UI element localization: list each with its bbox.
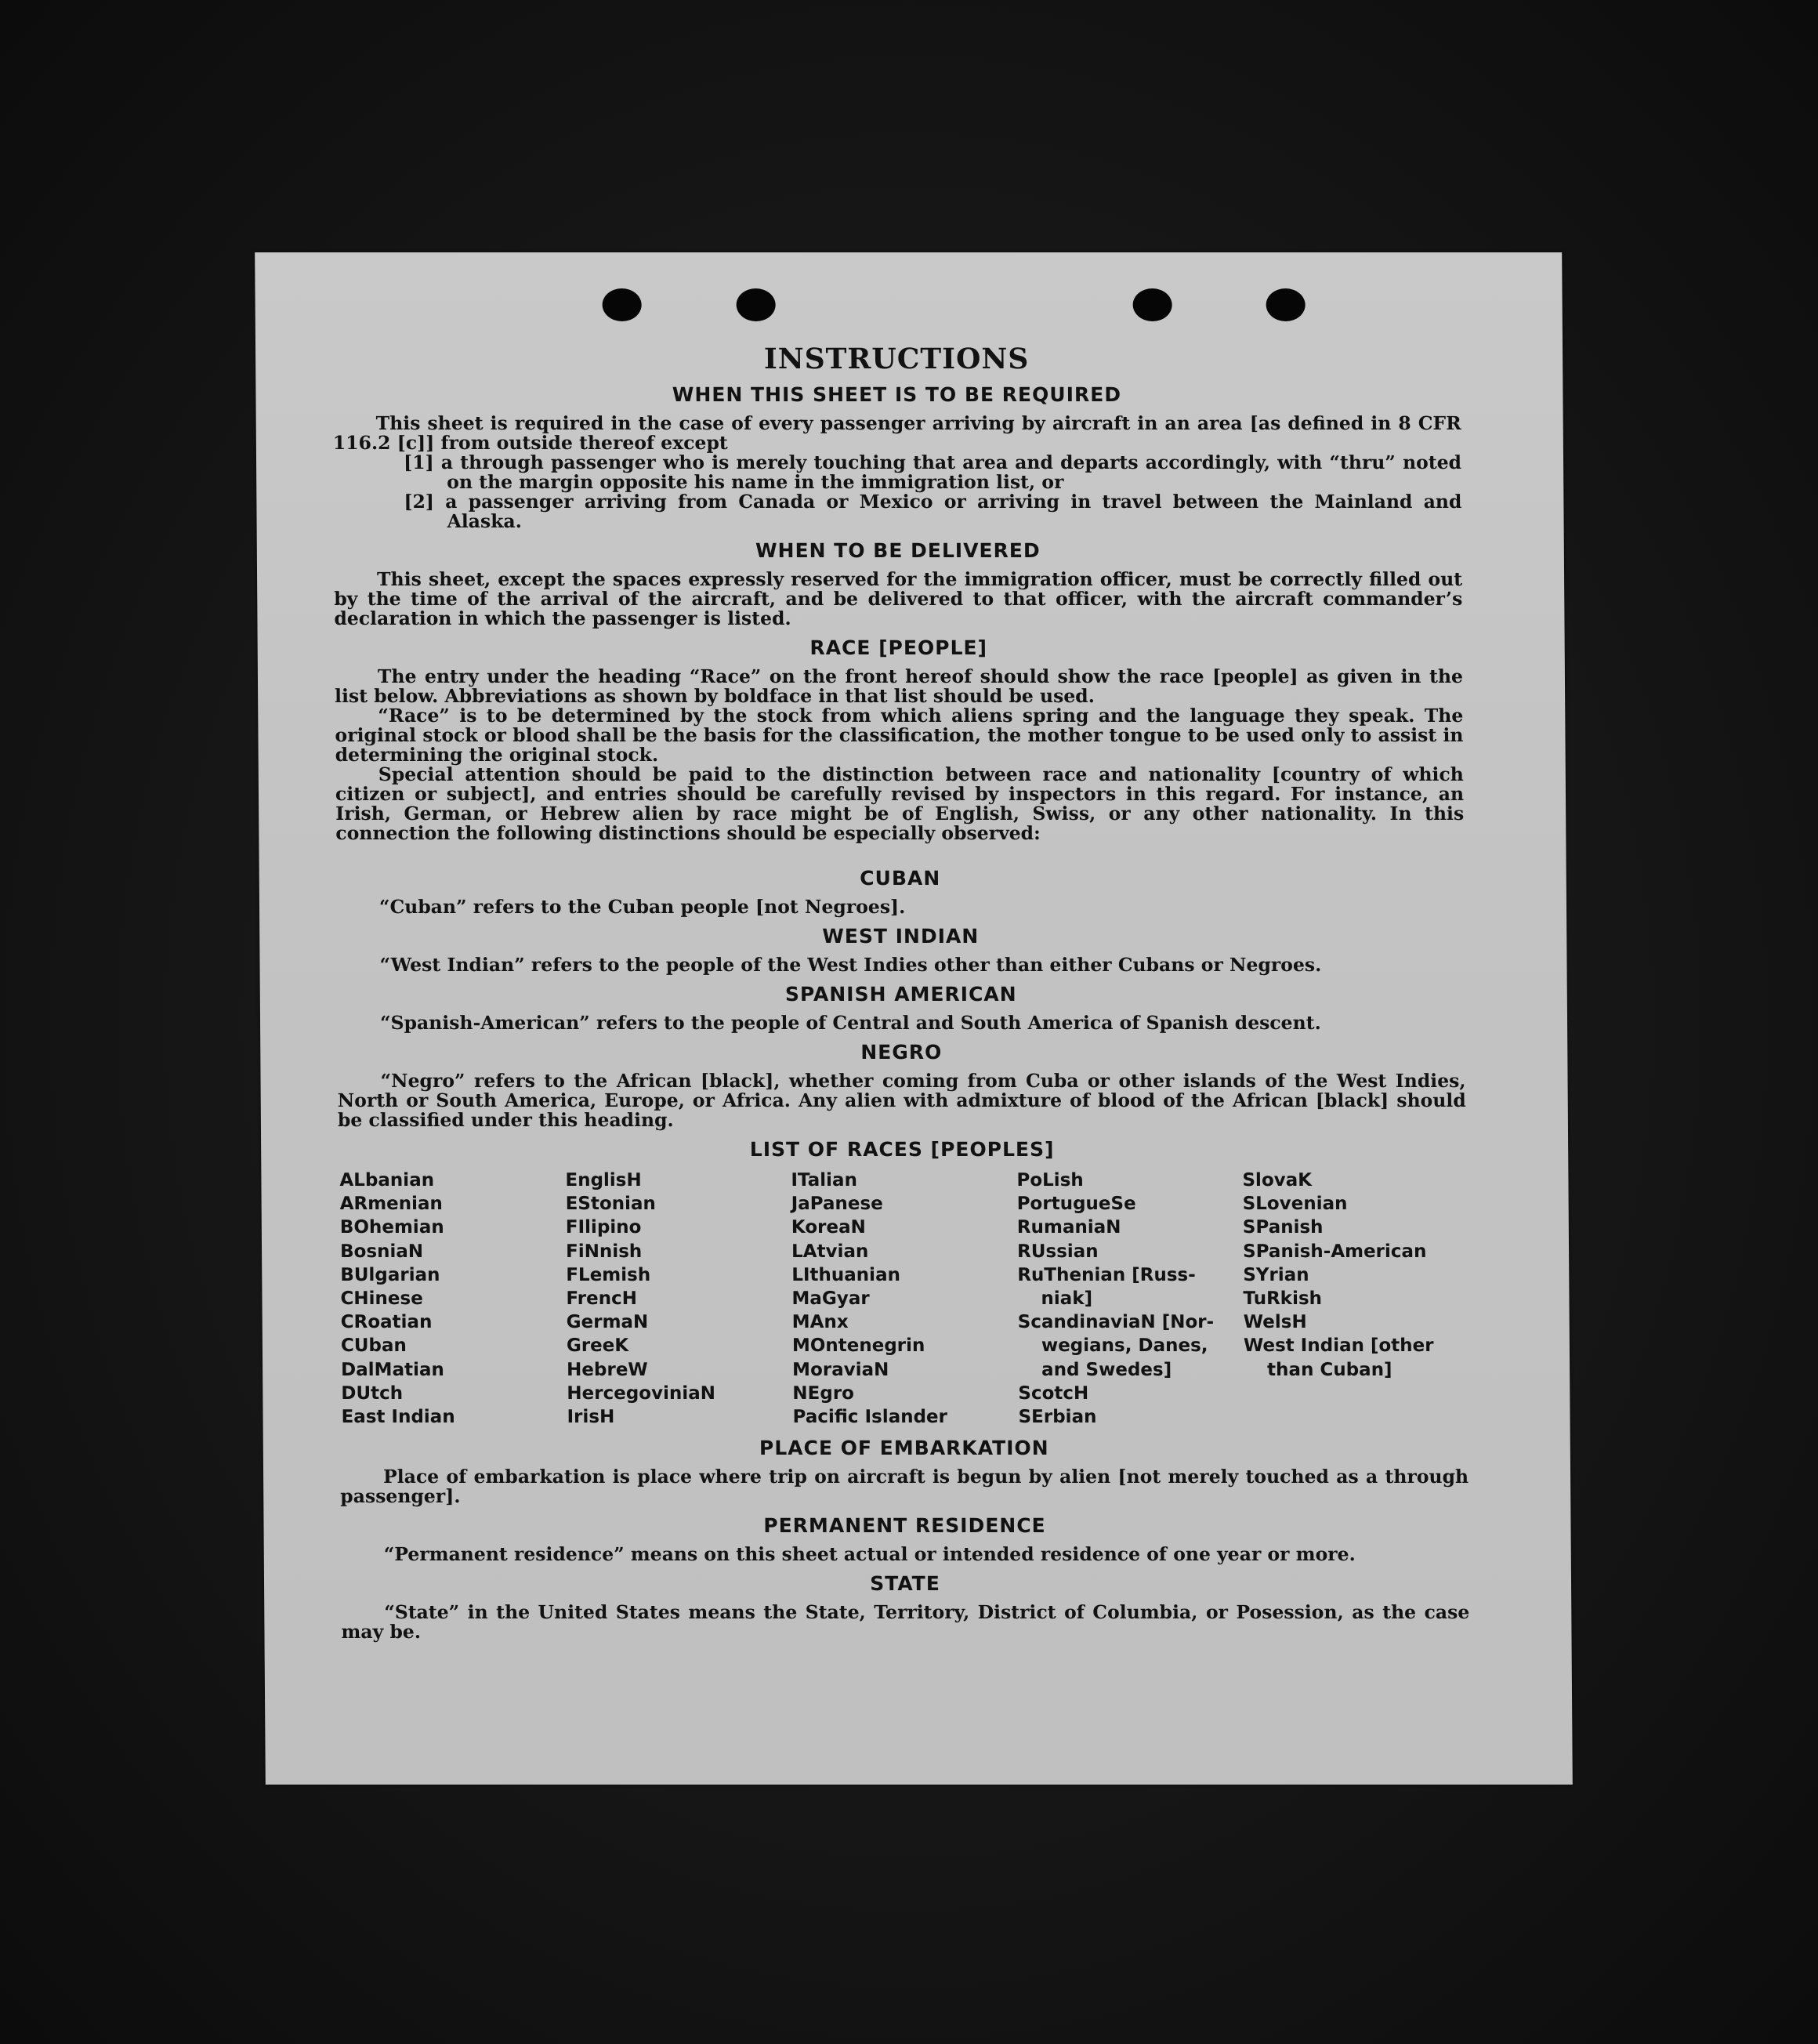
race-paragraph-3: Special attention should be paid to the distinction between race and nationality [country of which citizen or subject], and entries should be carefully revised by inspectors in this regard. For instance, an Irish, German, or Hebrew alien by race might be of English, Swiss, or any other nationality. In this connection the following distinctions should be especially observed: [335,763,1465,844]
race-item: EStonian [565,1194,656,1215]
punch-hole [1266,288,1305,321]
punch-hole [1132,288,1172,321]
required-intro: This sheet is required in the case of every passenger arriving by aircraft in an area [as defined in 8 CFR 116.2 [c]] from outside thereof except [332,412,1461,454]
race-item: FiNnish [565,1241,643,1262]
required-item-2: [2] a passenger arriving from Canada or Mexico or arriving in travel between the Mainland and Alaska. [404,491,1462,532]
race-item-continued: niak] [1041,1288,1093,1310]
heading-state: STATE [870,1572,940,1596]
race-item: ALbanian [339,1170,435,1191]
race-item: ARmenian [339,1194,443,1215]
races-column-2 [565,1169,792,1429]
heading-cuban: CUBAN [860,867,941,890]
race-item: MoraviaN [792,1359,889,1380]
heading-west-indian: WEST INDIAN [822,925,980,948]
race-item: GreeK [566,1335,629,1357]
heading-required: WHEN THIS SHEET IS TO BE REQUIRED [672,383,1122,406]
race-item: FrencH [566,1288,638,1310]
race-item: MAnx [791,1312,849,1333]
race-item: DUtch [341,1383,404,1404]
heading-spanish-american: SPANISH AMERICAN [784,983,1017,1006]
heading-permanent-residence: PERMANENT RESIDENCE [763,1514,1046,1538]
races-column-5 [1242,1169,1469,1429]
race-item: EnglisH [565,1170,642,1191]
heading-race: RACE [PEOPLE] [809,636,988,659]
race-item: West Indian [other [1243,1335,1434,1357]
heading-negro: NEGRO [860,1041,943,1064]
delivered-text: This sheet, except the spaces expressly reserved for the immigration officer, must be correctly filled out by the time of the arrival of the aircraft, and be delivered to that officer, with the aircraft commander’s declaration in which the passenger is listed. [334,568,1463,629]
page-title: INSTRUCTIONS [763,342,1030,375]
race-item: NEgro [792,1383,855,1404]
race-item: FIlipino [565,1217,642,1238]
race-item: GermaN [566,1312,649,1333]
race-item: PortugueSe [1016,1194,1136,1215]
race-item: SYrian [1243,1264,1309,1285]
heading-embarkation: PLACE OF EMBARKATION [759,1437,1049,1460]
race-item: BosniaN [339,1241,424,1262]
negro-text: “Negro” refers to the African [black], whether coming from Cuba or other islands of the West Indies, North or South America, Europe, or Africa. Any alien with admixture of blood of the African [black] should be classified under this heading. [337,1070,1466,1131]
race-item: WelsH [1243,1312,1307,1333]
race-item: MaGyar [791,1288,870,1310]
race-item: FLemish [566,1264,651,1285]
race-item: RumaniaN [1016,1217,1121,1238]
race-item: LIthuanian [791,1264,901,1285]
race-item: ITalian [791,1170,858,1191]
race-item: TuRkish [1243,1288,1323,1310]
race-item: SlovaK [1242,1170,1313,1191]
document-sheet [255,252,1573,1785]
races-list [339,1169,1468,1429]
instructions-content [332,342,1470,1642]
race-item: LAtvian [791,1241,869,1262]
races-column-1 [339,1169,567,1429]
race-item: CHinese [340,1288,423,1310]
punch-hole [736,288,775,321]
race-paragraph-1: The entry under the heading “Race” on the front hereof should show the race [people] as given in the list below. Abbreviations as shown by boldface in that list should be used. [335,665,1464,707]
race-item: KoreaN [791,1217,866,1238]
state-text: “State” in the United States means the State, Territory, District of Columbia, or Posession, as the case may be. [341,1601,1470,1644]
race-item: CUban [340,1335,407,1357]
races-column-3 [791,1169,1018,1429]
race-item: RUssian [1016,1241,1099,1262]
race-item-continued: and Swedes] [1041,1359,1172,1380]
race-item: CRoatian [340,1312,433,1333]
race-item: ScandinaviaN [Nor- [1017,1312,1215,1333]
race-item: SErbian [1018,1407,1097,1428]
races-column-4 [1016,1169,1244,1429]
race-item: Pacific Islander [792,1407,948,1428]
race-item: HercegoviniaN [567,1383,716,1404]
required-item-1: [1] a through passenger who is merely touching that area and departs accordingly, with “thru” noted on the margin opposite his name in the immigration list, or [403,451,1462,493]
race-item: BUlgarian [340,1264,440,1285]
race-item: HebreW [567,1359,648,1380]
embarkation-text: Place of embarkation is place where trip on aircraft is begun by alien [not merely touched as a through passenger]. [340,1466,1469,1508]
race-item: SLovenian [1242,1194,1348,1215]
race-item: BOhemian [339,1217,444,1238]
race-item: MOntenegrin [791,1335,925,1357]
heading-list-of-races: LIST OF RACES [PEOPLES] [749,1138,1055,1161]
race-paragraph-2: “Race” is to be determined by the stock from which aliens spring and the language they speak. The original stock or blood shall be the basis for the classification, the mother tongue to be used only to assist in determining the original stock. [335,705,1464,766]
race-item-continued: wegians, Danes, [1041,1335,1208,1357]
race-item: SPanish [1242,1217,1324,1238]
race-item-continued: than Cuban] [1267,1359,1392,1380]
race-item: East Indian [341,1407,455,1428]
permanent-residence-text: “Permanent residence” means on this sheet actual or intended residence of one year or more. [383,1543,1356,1566]
west-indian-text: “West Indian” refers to the people of the West Indies other than either Cubans or Negroes. [379,954,1322,976]
race-item: JaPanese [791,1194,883,1215]
cuban-text: “Cuban” refers to the Cuban people [not Negroes]. [378,896,906,918]
race-item: RuThenian [Russ- [1017,1264,1196,1285]
punch-hole [602,288,641,321]
spanish-american-text: “Spanish-American” refers to the people of Central and South America of Spanish descent. [379,1012,1321,1034]
race-item: SPanish-American [1242,1241,1427,1262]
race-item: PoLish [1016,1170,1084,1191]
race-item: IrisH [567,1407,615,1428]
race-item: ScotcH [1018,1383,1089,1404]
race-item: DalMatian [341,1359,444,1380]
heading-delivered: WHEN TO BE DELIVERED [755,539,1041,562]
